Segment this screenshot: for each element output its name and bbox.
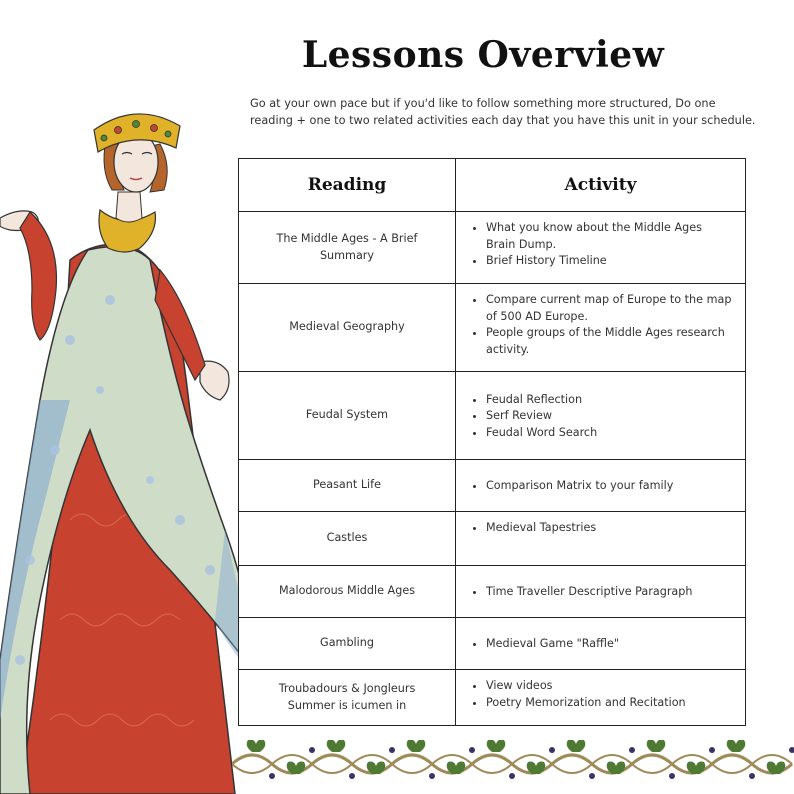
grape-icon — [349, 773, 355, 779]
activity-cell — [456, 618, 746, 670]
activity-item: • View videos — [486, 678, 733, 695]
reading-title: The Middle Ages - A Brief Summary — [276, 232, 418, 262]
table-row — [239, 618, 746, 670]
reading-title: Malodorous Middle Ages — [278, 584, 416, 598]
grape-icon — [309, 747, 315, 753]
lesson-rows — [239, 212, 746, 726]
activity-list — [470, 478, 733, 495]
lessons-table — [238, 158, 746, 726]
table-row — [239, 460, 746, 512]
reading-cell — [239, 566, 456, 618]
activity-item: • Poetry Memorization and Recitation — [486, 695, 733, 712]
activity-item: • Time Traveller Descriptive Paragraph — [486, 584, 733, 601]
activity-list — [470, 220, 733, 270]
activity-list — [470, 678, 733, 711]
table-row — [239, 566, 746, 618]
vine-leaf-icon — [727, 740, 746, 752]
reading-cell — [239, 212, 456, 284]
activity-cell — [456, 372, 746, 460]
medieval-lady-illustration — [0, 100, 270, 794]
activity-list — [470, 584, 733, 601]
grape-icon — [429, 773, 435, 779]
activity-cell — [456, 212, 746, 284]
grape-icon — [269, 773, 275, 779]
vine-leaf-icon — [407, 740, 426, 752]
activity-cell — [456, 670, 746, 726]
table-header-row — [239, 159, 746, 212]
reading-cell — [239, 372, 456, 460]
activity-item: • People groups of the Middle Ages research activity. — [486, 325, 733, 358]
reading-title: Gambling — [320, 636, 374, 650]
reading-title: Peasant Life — [313, 478, 381, 492]
grape-icon — [589, 773, 595, 779]
grape-icon — [549, 747, 555, 753]
activity-item: • Medieval Game "Raffle" — [486, 636, 733, 653]
activity-cell — [456, 566, 746, 618]
grape-icon — [509, 773, 515, 779]
grape-icon — [669, 773, 675, 779]
activity-item: • Feudal Word Search — [486, 425, 733, 442]
grapevine-border — [232, 740, 794, 784]
activity-item: • Medieval Tapestries — [486, 520, 733, 537]
grape-icon — [389, 747, 395, 753]
reading-column-header: Reading — [239, 159, 456, 212]
grape-icon — [629, 747, 635, 753]
activity-item: • Feudal Reflection — [486, 392, 733, 409]
activity-item: • Brief History Timeline — [486, 253, 733, 270]
vine-leaf-icon — [567, 740, 586, 752]
table-row — [239, 212, 746, 284]
reading-title: Troubadours & Jongleurs Summer is icumen in — [278, 682, 416, 712]
table-row — [239, 372, 746, 460]
vine-leaf-icon — [647, 740, 666, 752]
vine-leaf-icon — [327, 740, 346, 752]
activity-list — [470, 292, 733, 358]
reading-title: Feudal System — [305, 408, 389, 422]
activity-list — [470, 392, 733, 442]
table-row — [239, 284, 746, 372]
grape-icon — [469, 747, 475, 753]
activity-list — [470, 636, 733, 653]
reading-cell — [239, 284, 456, 372]
reading-title: Medieval Geography — [289, 320, 405, 334]
activity-column-header: Activity — [456, 159, 746, 212]
table-row — [239, 512, 746, 566]
activity-cell — [456, 460, 746, 512]
reading-cell — [239, 618, 456, 670]
page-title: Lessons Overview — [301, 34, 665, 76]
vine-leaf-icon — [247, 740, 266, 752]
reading-title: Castles — [326, 531, 368, 545]
activity-cell — [456, 284, 746, 372]
activity-item: • Compare current map of Europe to the map of 500 AD Europe. — [486, 292, 733, 325]
activity-item: • What you know about the Middle Ages Brain Dump. — [486, 220, 733, 253]
grape-icon — [749, 773, 755, 779]
grape-icon — [789, 747, 794, 753]
reading-cell — [239, 512, 456, 566]
activity-list — [470, 520, 733, 537]
intro-paragraph: Go at your own pace but if you'd like to follow something more structured, Do one reading + one to two related activities each day that you have this unit in your schedule. — [250, 97, 756, 127]
table-row — [239, 670, 746, 726]
activity-cell — [456, 512, 746, 566]
reading-cell — [239, 460, 456, 512]
activity-item: • Serf Review — [486, 408, 733, 425]
activity-item: • Comparison Matrix to your family — [486, 478, 733, 495]
grape-icon — [709, 747, 715, 753]
vine-leaf-icon — [487, 740, 506, 752]
reading-cell — [239, 670, 456, 726]
